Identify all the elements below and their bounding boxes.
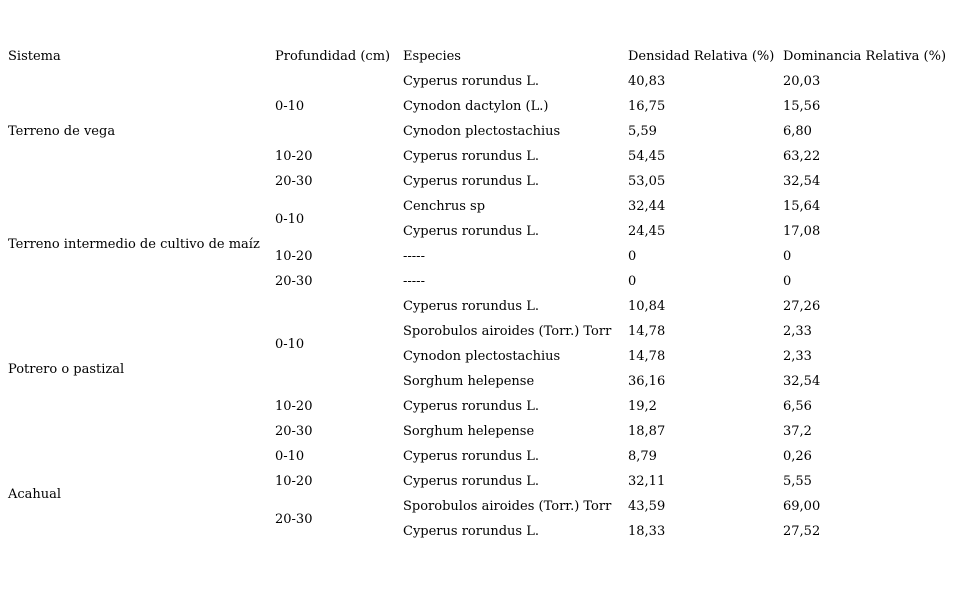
dominancia-cell: 37,2	[783, 424, 812, 439]
table-body	[8, 69, 953, 544]
column-header: Sistema	[8, 49, 61, 64]
densidad-cell: 10,84	[628, 299, 666, 314]
densidad-cell: 53,05	[628, 174, 666, 189]
profundidad-cell: 10-20	[275, 399, 313, 414]
especie-cell: Cynodon plectostachius	[403, 349, 561, 364]
profundidad-cell: 0-10	[275, 449, 305, 464]
table-row	[8, 69, 953, 94]
densidad-cell: 0	[628, 274, 637, 289]
densidad-cell: 18,33	[628, 524, 666, 539]
dominancia-cell: 15,56	[783, 99, 821, 114]
densidad-cell: 14,78	[628, 349, 666, 364]
profundidad-cell: 0-10	[275, 99, 305, 114]
table-row	[8, 194, 953, 219]
especie-cell: Cyperus rorundus L.	[403, 524, 539, 539]
especie-cell: Sporobulos airoides (Torr.) Torr	[403, 324, 612, 339]
especie-cell: Cyperus rorundus L.	[403, 399, 539, 414]
profundidad-cell: 10-20	[275, 249, 313, 264]
dominancia-cell: 27,52	[783, 524, 821, 539]
especie-cell: -----	[403, 274, 425, 289]
especie-cell: Sorghum helepense	[403, 424, 535, 439]
sistema-cell: Acahual	[8, 486, 62, 502]
densidad-cell: 14,78	[628, 324, 666, 339]
sistema-cell: Terreno de vega	[8, 124, 116, 139]
profundidad-cell: 20-30	[275, 424, 313, 439]
densidad-cell: 43,59	[628, 499, 666, 514]
table-row	[8, 444, 953, 469]
profundidad-cell: 20-30	[275, 274, 313, 289]
dominancia-cell: 20,03	[783, 74, 821, 89]
especie-cell: Cyperus rorundus L.	[403, 299, 539, 314]
dominancia-cell: 6,56	[783, 399, 812, 414]
table-header-row	[8, 44, 953, 69]
profundidad-cell: 20-30	[275, 511, 313, 527]
species-density-table	[8, 44, 953, 544]
especie-cell: Cynodon plectostachius	[403, 124, 561, 139]
dominancia-cell: 5,55	[783, 474, 812, 489]
dominancia-cell: 6,80	[783, 124, 812, 139]
dominancia-cell: 2,33	[783, 324, 812, 339]
dominancia-cell: 32,54	[783, 374, 821, 389]
sistema-cell: Potrero o pastizal	[8, 361, 125, 377]
profundidad-cell: 10-20	[275, 474, 313, 489]
densidad-cell: 24,45	[628, 224, 666, 239]
densidad-cell: 36,16	[628, 374, 666, 389]
profundidad-cell: 0-10	[275, 336, 305, 352]
densidad-cell: 40,83	[628, 74, 666, 89]
dominancia-cell: 69,00	[783, 499, 821, 514]
column-header: Especies	[403, 49, 461, 64]
especie-cell: Cyperus rorundus L.	[403, 174, 539, 189]
dominancia-cell: 2,33	[783, 349, 812, 364]
especie-cell: Cyperus rorundus L.	[403, 74, 539, 89]
especie-cell: Sporobulos airoides (Torr.) Torr	[403, 499, 612, 514]
especie-cell: Cynodon dactylon (L.)	[403, 99, 549, 114]
densidad-cell: 5,59	[628, 124, 657, 139]
sistema-cell: Terreno intermedio de cultivo de maíz	[8, 236, 260, 252]
especie-cell: Cyperus rorundus L.	[403, 149, 539, 164]
densidad-cell: 19,2	[628, 399, 657, 414]
profundidad-cell: 20-30	[275, 174, 313, 189]
dominancia-cell: 15,64	[783, 199, 821, 214]
dominancia-cell: 0,26	[783, 449, 812, 464]
especie-cell: Cenchrus sp	[403, 199, 486, 214]
profundidad-cell: 0-10	[275, 211, 305, 227]
table-row	[8, 294, 953, 319]
especie-cell: Cyperus rorundus L.	[403, 449, 539, 464]
densidad-cell: 54,45	[628, 149, 666, 164]
dominancia-cell: 0	[783, 249, 792, 264]
dominancia-cell: 0	[783, 274, 792, 289]
especie-cell: Sorghum helepense	[403, 374, 535, 389]
dominancia-cell: 17,08	[783, 224, 821, 239]
densidad-cell: 16,75	[628, 99, 666, 114]
densidad-cell: 8,79	[628, 449, 657, 464]
especie-cell: Cyperus rorundus L.	[403, 474, 539, 489]
dominancia-cell: 63,22	[783, 149, 821, 164]
column-header: Densidad Relativa (%)	[628, 49, 775, 64]
profundidad-cell: 10-20	[275, 149, 313, 164]
dominancia-cell: 27,26	[783, 299, 821, 314]
especie-cell: -----	[403, 249, 425, 264]
densidad-cell: 18,87	[628, 424, 666, 439]
column-header: Dominancia Relativa (%)	[783, 49, 947, 64]
densidad-cell: 32,11	[628, 474, 666, 489]
dominancia-cell: 32,54	[783, 174, 821, 189]
especie-cell: Cyperus rorundus L.	[403, 224, 539, 239]
densidad-cell: 32,44	[628, 199, 666, 214]
densidad-cell: 0	[628, 249, 637, 264]
column-header: Profundidad (cm)	[275, 49, 391, 64]
